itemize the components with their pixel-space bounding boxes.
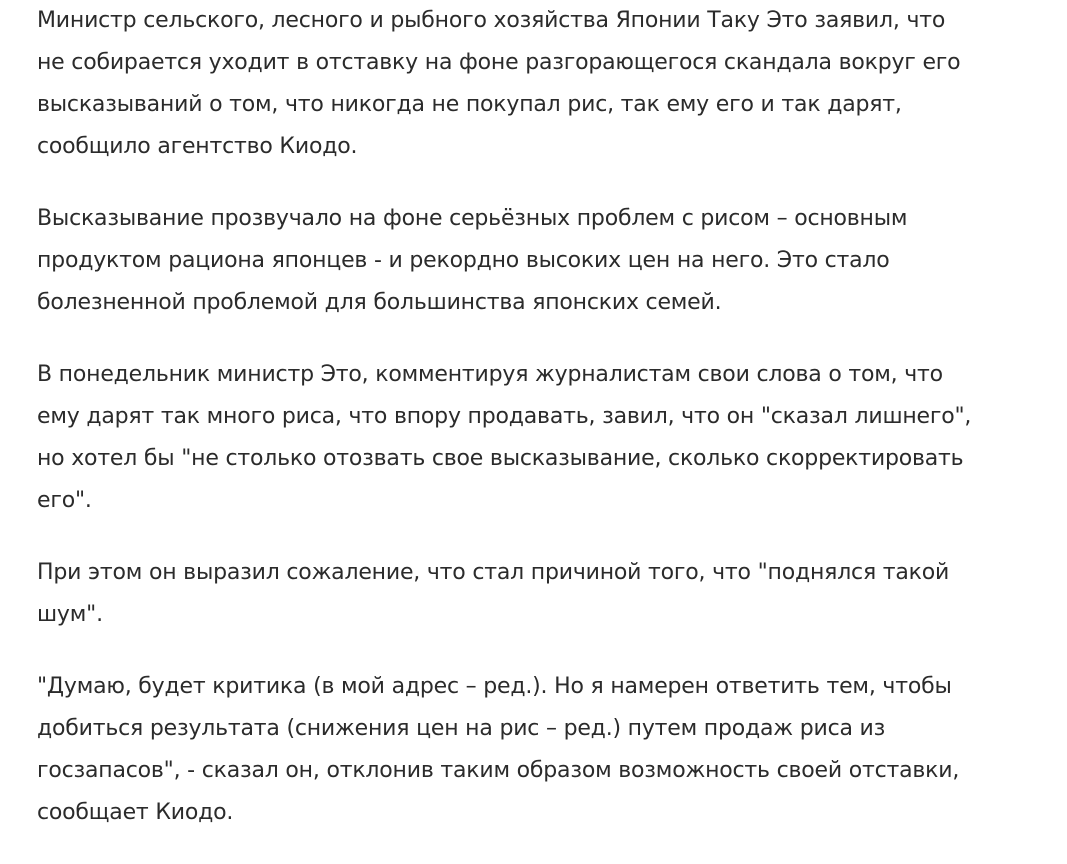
paragraph-line: "Думаю, будет критика (в мой адрес – ред.). Но я намерен ответить тем, чтобы: [37, 674, 952, 699]
paragraph-line: Высказывание прозвучало на фоне серьёзных проблем с рисом – основным: [37, 206, 908, 231]
paragraph-line: госзапасов", - сказал он, отклонив таким образом возможность своей отставки,: [37, 758, 960, 783]
paragraph-line: В понедельник министр Это, комментируя журналистам свои слова о том, что: [37, 362, 943, 387]
paragraph-line: ему дарят так много риса, что впору продавать, завил, что он "сказал лишнего",: [37, 404, 972, 429]
paragraph-line: болезненной проблемой для большинства японских семей.: [37, 290, 722, 315]
paragraph-line: сообщило агентство Киодо.: [37, 134, 358, 159]
article-body: [37, 0, 997, 864]
paragraph-line: но хотел бы "не столько отозвать свое высказывание, сколько скорректировать: [37, 446, 964, 471]
paragraph-4: [37, 552, 997, 636]
paragraph-line: его".: [37, 488, 92, 513]
paragraph-line: высказываний о том, что никогда не покупал рис, так ему его и так дарят,: [37, 92, 902, 117]
paragraph-5: [37, 666, 997, 834]
paragraph-line: шум".: [37, 602, 103, 627]
paragraph-2: [37, 198, 997, 324]
paragraph-3: [37, 354, 997, 522]
paragraph-line: При этом он выразил сожаление, что стал причиной того, что "поднялся такой: [37, 560, 950, 585]
paragraph-line: добиться результата (снижения цен на рис – ред.) путем продаж риса из: [37, 716, 886, 741]
paragraph-1: [37, 0, 997, 168]
paragraph-line: сообщает Киодо.: [37, 800, 234, 825]
paragraph-line: Министр сельского, лесного и рыбного хозяйства Японии Таку Это заявил, что: [37, 8, 946, 33]
paragraph-line: продуктом рациона японцев - и рекордно высоких цен на него. Это стало: [37, 248, 890, 273]
paragraph-line: не собирается уходит в отставку на фоне разгорающегося скандала вокруг его: [37, 50, 961, 75]
